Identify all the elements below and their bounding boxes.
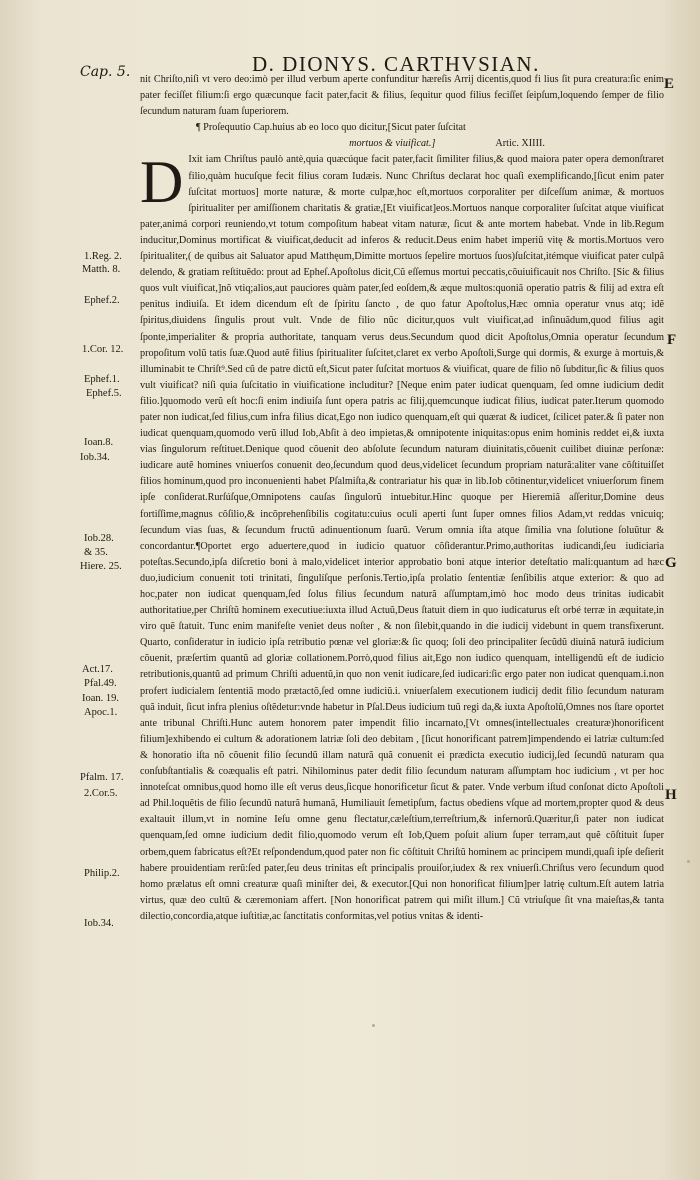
side-ref-ephes-2: Ephef.2.	[84, 295, 120, 306]
paper-speck	[687, 860, 690, 863]
side-ref-ioan-8: Ioan.8.	[84, 437, 114, 448]
intro-paragraph: nit Chriſto,niſi vt vero deo:imò per illud verbum aperte confunditur hæreſis Arrij dicentis,quod fi lius ſit pura creatura:ſic enim pater feciſſet filium:ſi ergo quæcunque facit pater,facit & filius, ſequitur quod filius feciſſet ſeipſum,loquendo ſemper de filio ſecundum naturam ſuam ſuperiorem.	[140, 74, 664, 118]
section-heading	[140, 120, 664, 136]
side-ref-ephes-1: Ephef.1.	[84, 374, 120, 385]
margin-letter-e: E	[664, 76, 675, 92]
side-ref-ephes-5: Ephef.5.	[86, 388, 122, 399]
body-paragraph	[140, 149, 664, 925]
body-text: Ixit iam Chriſtus paulò antè,quia quæcúque facit pater,facit ſimiliter filius,& quod maiora pater opera demonſtraret filio,quàm hucuſque fecit filius coram Iudæis. Nunc Chriſtus declarat hoc quaſi exemplificando,[ſicut enim pater ſuſcitat mortuos] morte naturæ, & morte culpæ,hoc eſt,mortuos corporaliter per diſceſſum animæ, & mortuos ſpiritualiter per amiſſionem charitatis & gratiæ,[Et viuificat]eos.Mortuos nanque corporaliter ſuſcitat atque viuificat pater,animá corpori reuniendo,vt totum compoſitum habeat vitam naturæ, ſicut & ante mortem habebat. Vnde in lib.Regum inducitur,Dominus mortificat & viuificat,deducit ad inferos & reducit.Deus enim habet imperiũ vitę & mortis.Mortuos vero ſpiritualiter,( de quibus ait Saluator apud Matthęum,Dimitte mortuos ſepelire mortuos ſuos)ſuſcitat,itémque viuificat pater culpã delendo, & gratiam reſtituẽdo: prout ad Epheſ.Apoſtolus dicit,Cũ eſſemus mortui peccatis,cõuiuificauit nos Chriſto. [Sic & filius quos vult viuificat,]nõ vtiq;alios,aut pauciores quàm pater,ſed eoſdem,& æque multos:quoniã operatio patris & filij ad extra eſt penitus indiuiſa. Et idem dicendum eſt de ſpiritu ſancto , de quo fatur Apoſtolus,Hæc omnia operatur vnus atq; idẽ ſpiritus,diuidens ſingulis prout vult. Vnde de filio nũc dicitur,quos vult viuificat,ad inſinuãdum,quod filius agit ſponte,imperialiter & propria authoritate, tanquam verus deus.Secundum quod dicit Apoſtolus,Omnia operatur ſecundum propoſitum volũ tatis ſuæ.Quod autẽ filius ſpiritualiter ſuſcitet,claret ex verbo Apoſtoli,Surge qui dormis, & exurge à mortuis,& illuminabit te Chriſt⁹.Sed cũ de patre dictũ eſt,Sicut pater ſuſcitat mortuos & viuificat, quare de filio nõ ſubditur,ſic & filius quos vult viuificat? niſi quia ſuſcitatio in viuificatione includitur? [Neque enim pater iudicat quenquam, ſed omne iudicium dedit filio.]quomodo verũ eſt hoc:ſi enim indiuiſa ſunt opera patris ac filij,quemcunque iudicat filius, iudicat pater.Iterum quomodo pater non iudicat,ſed filius,cum infra filius dicat,Ego non iudico quenquam,eſt qui quærat & iudicet, ſcilicet pater.& ſi pater non iudicat quenquam,quomodo verũ illud Iob,Abſit à deo impietas,& omnipotente iniquitas:opus enim hominis reddet ei,& iuxta vias ſingulorum reſtituet.Denique quod cõuenit deo abſolute ſecundum naturam diuinitatis,cõuenit cuilibet diuinæ perſonæ: iudicare autẽ homines vniuerſos conuenit deo,ſecundum quod deus,videlicet ſecundum propriam naturã:aliter vane cõſtituiſſet filios hominum,quod pro inconuenienti habet Pſalmiſta,& contrariatur his quæ in lib.Iob cõtinentur,videlicet vniuerſorum finem ipſe conſiderat.Rurſúſque,Omnipotens cauſas ſingulorũ intuebitur.Hinc quoque per Hieremiã aſſeritur,Domine deus fortiſſime,magnus cõſilio,& incõprehenſibilis cogitatu:cuius oculi aperti ſunt ſuper omnes filios Adam,vt reddas vnicuiq; ſecundum vias ſuas, & ſecundum fructũ adinuentionum ſuarũ. Verum omnia iſta atque ſimilia vna ſolutione ſoluũtur & concordantur.¶Oportet ergo aduertere,quod in iudicio quatuor cõſiderantur.Primo,authoritas iudicandi,ſeu iudiciaria poteſtas.Secundo,ipſa diſcretio boni à malo,videlicet interior approbatio boni atque interior deteſtatio mali:quantum ad hæc duo,iudicium conuenit toti trinitati, ſingulíſque perſonis.Tertio,ipſa prolatio ſententiæ ſenſibilis atque exterior: & quo ad hoc,pater non iudicat quenquam,ſed ſolus filius ſecundum naturã aſſumptam,imò hoc modo deus trinitas iudicabit authoritatiue,per Chriſtũ hominem executiue:iuxta illud Actuũ,Deus ſtatuit diem in quo iudicaturus eſt orbé terræ in æquitate,in viro quẽ ſtatuit. Tunc enim manifeſte veniet deus noſter , & non ſilebit,quando in die iudicij videbunt in quem transfixerunt. Quarto, conſideratur in iudicio ipſa retributio pœnæ vel gloriæ:& ſic quoq; ſoli deo principaliter ſecũdũ diuinã naturã iudicium cõuenit, præſertim quantũ ad gloriæ collationem.Porrò,quod filius ait,Ego non iudico quenquam, intelligendũ eſt de iudicio retributionis,quantũ ad primum Chriſti aduentũ,in quo non venit iudicare,ſed iudicari:ſic ergo pater non iudicat quenquam.i.non profert iudicialem ſententiã modo prætactõ,ſed omne iudiciũ.i. vniuerſalem executionem iudicij dedit filio ſecundum naturam quã induit, ſicut infra plenius oſtẽdetur:vnde habetur in Pſal.Deus iudicium tuũ regi da,& iuxta Apoſtolũ,Omnes nos ſtare oportet ante tribunal Chriſti.Hunc autem honorem pater impendit filio incarnato,[Vt omnes(intellectuales creaturæ)honorificent filium]exhibendo ei cultum & adorationem latriæ ſoli deo debitam , [ſicut honorificant patrem]impendendo ei latriæ cultum:ſed & honoratio iſta nõ cõuenit filio ſecundũ illam naturã quã conuenit ei prædicta executio iudicij,ſed ſecundũ naturam qua conſubſtantialis & coæqualis eſt patri. Nihilominus pater dedit filio ſecundum naturam aſſumptam hoc iudicium , vt per hoc innoteſcat omnibus,quod homo ille eſt verus deus,ſicque honorificetur ſicut & pater. Vnde verbum iſtud conſonat dicto Apoſtoli ad Phil.loquẽtis de filio ſecundũ naturã humanã, Humiliauit ſemetipſum, factus obediens vſque ad mortem,propter quod & deus exaltauit illum,vt in nomine Ieſu omne genu flectatur,cæleſtium,terreſtrium,& infernorũ.Quæritur,ſi pater non iudicat quenquam,ſed omne iudicium dedit filio,quomodo verum eſt Iob,Quem poſuit alium ſuper terram,aut quẽ cõſtituit ſuper orbem,quem fabricatus eſt?Et reſpondendum,quod pater non fic cõſtituit Chriſtũ hominem ac principem mundi,quaſi ipſe deſierit habere prouidentiam rerũ:ſed pater,ſeu deus trinitas eſt principalis prouiſor,iudex & rex vniuerſi.Chriſtus vero ſecundum quod homo prælatus eſt omni creaturæ quaſi miniſter dei, & executor.[Qui non honorificat filium]per latrię cultum.Eſt autem latria virtus, quæ deo cultũ & cæremoniam affert. [Non honorificat patrem qui miſit illum.] Cũ vtriuſque ſit vna maieſtas,& tanta dilectio,concordia,atque iuſtitiæ,ac ſanctitatis conformitas,vel potius vnitas & identi-	[140, 154, 664, 922]
side-ref-psal-49: Pfal.49.	[84, 678, 117, 689]
margin-letter-g: G	[665, 555, 677, 571]
chapter-label: Cap. 5.	[80, 64, 131, 80]
side-ref-matth: Matth. 8.	[82, 264, 121, 275]
side-ref-1-reg: 1.Reg. 2.	[84, 251, 122, 262]
side-ref-philip: Philip.2.	[84, 868, 120, 879]
side-ref-iob-34-b: Iob.34.	[84, 918, 114, 929]
side-ref-1-cor: 1.Cor. 12.	[82, 344, 124, 355]
margin-letter-f: F	[667, 332, 677, 348]
article-number: Artic. XIIII.	[495, 138, 545, 150]
side-ref-ioan-19: Ioan. 19.	[82, 693, 120, 704]
paper-speck	[372, 1024, 375, 1027]
main-text-block	[140, 72, 664, 925]
side-ref-hiere: Hiere. 25.	[80, 561, 122, 572]
side-ref-apoc: Apoc.1.	[84, 707, 118, 718]
article-quote: mortuos & viuificat.]	[349, 138, 436, 150]
margin-letter-h: H	[665, 787, 677, 803]
side-ref-iob-28: Iob.28.	[84, 533, 114, 544]
side-ref-psalm-17: Pfalm. 17.	[80, 772, 124, 783]
side-ref-2-cor: 2.Cor.5.	[84, 788, 118, 799]
side-ref-act: Act.17.	[82, 664, 113, 675]
section-heading-text: ¶ Proſequutio Cap.huius ab eo loco quo dicitur,[Sicut pater ſuſcitat	[196, 122, 466, 134]
side-ref-iob-34: Iob.34.	[80, 452, 110, 463]
side-ref-and-35: & 35.	[84, 547, 108, 558]
running-head: D. DIONYS. CARTHVSIAN.	[252, 52, 540, 76]
article-line	[140, 136, 664, 152]
drop-cap: D	[140, 149, 184, 216]
